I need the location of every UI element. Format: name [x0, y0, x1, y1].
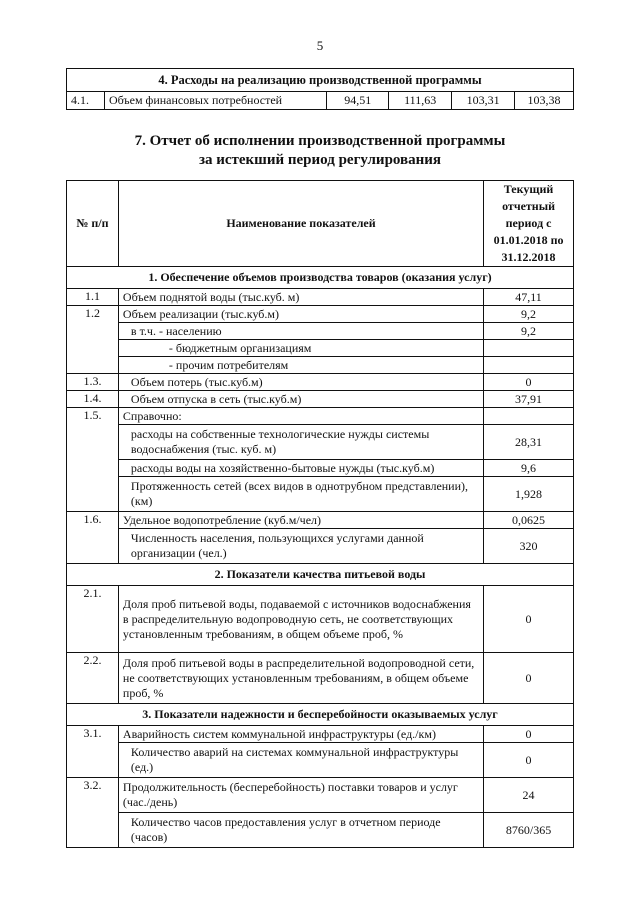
section-row — [67, 564, 574, 586]
production-report-table — [66, 180, 574, 848]
header-period: Текущий отчетный период с 01.01.2018 по 31.12.2018 — [484, 181, 574, 267]
table-row — [67, 408, 574, 425]
table-row — [67, 512, 574, 529]
financial-needs-table — [66, 68, 574, 110]
section-1-header: 1. Обеспечение объемов производства товаров (оказания услуг) — [67, 267, 574, 289]
section-4-header: 4. Расходы на реализацию производственной программы — [67, 69, 574, 92]
table-row — [67, 374, 574, 391]
value-cell: 103,31 — [452, 92, 515, 110]
row-name: Объем отпуска в сеть (тыс.куб.м) — [118, 391, 483, 408]
header-number: № п/п — [67, 181, 119, 267]
header-name: Наименование показателей — [118, 181, 483, 267]
table-row — [67, 586, 574, 653]
table-row — [67, 289, 574, 306]
row-number: 4.1. — [67, 92, 105, 110]
row-value: 37,91 — [484, 391, 574, 408]
row-value: 28,31 — [484, 425, 574, 460]
row-name: Численность населения, пользующихся услугами данной организации (чел.) — [118, 529, 483, 564]
row-value: 0,0625 — [484, 512, 574, 529]
row-number: 1.5. — [67, 408, 119, 512]
section-2-header: 2. Показатели качества питьевой воды — [67, 564, 574, 586]
row-number: 1.6. — [67, 512, 119, 564]
table-header-row — [67, 181, 574, 267]
row-name: расходы воды на хозяйственно-бытовые нужды (тыс.куб.м) — [118, 460, 483, 477]
row-value: 320 — [484, 529, 574, 564]
row-name: Количество аварий на системах коммунальной инфраструктуры (ед.) — [118, 743, 483, 778]
table-row — [67, 477, 574, 512]
row-value: 47,11 — [484, 289, 574, 306]
row-name: в т.ч. - населению — [118, 323, 483, 340]
table-row — [67, 653, 574, 704]
row-value: 1,928 — [484, 477, 574, 512]
row-name: Объем поднятой воды (тыс.куб. м) — [118, 289, 483, 306]
row-number: 1.2 — [67, 306, 119, 374]
row-value: 0 — [484, 743, 574, 778]
row-name: - бюджетным организациям — [118, 340, 483, 357]
row-value — [484, 357, 574, 374]
row-value — [484, 408, 574, 425]
table-row — [67, 425, 574, 460]
table-header-row — [67, 69, 574, 92]
table-row — [67, 726, 574, 743]
page-number: 5 — [316, 38, 324, 53]
table-row — [67, 813, 574, 848]
row-value: 8760/365 — [484, 813, 574, 848]
row-value — [484, 340, 574, 357]
row-name: Доля проб питьевой воды в распределительной водопроводной сети, не соответствующих установленным требованиям, в общем объеме проб, % — [118, 653, 483, 704]
row-value: 0 — [484, 726, 574, 743]
row-name: Количество часов предоставления услуг в отчетном периоде (часов) — [118, 813, 483, 848]
row-value: 9,2 — [484, 306, 574, 323]
value-cell: 103,38 — [515, 92, 574, 110]
row-name: Объем финансовых потребностей — [104, 92, 326, 110]
section-title — [0, 132, 640, 170]
row-value: 0 — [484, 586, 574, 653]
row-value: 9,6 — [484, 460, 574, 477]
table-row — [67, 323, 574, 340]
row-name: Объем реализации (тыс.куб.м) — [118, 306, 483, 323]
row-name: - прочим потребителям — [118, 357, 483, 374]
row-number: 3.1. — [67, 726, 119, 778]
row-number: 1.1 — [67, 289, 119, 306]
row-name: Протяженность сетей (всех видов в однотрубном представлении), (км) — [118, 477, 483, 512]
row-number: 3.2. — [67, 778, 119, 848]
table-row — [67, 460, 574, 477]
section-title-line-1: 7. Отчет об исполнении производственной программы — [134, 133, 506, 149]
section-title-line-2: за истекший период регулирования — [198, 152, 442, 168]
table-row — [67, 529, 574, 564]
table-row — [67, 743, 574, 778]
row-value: 24 — [484, 778, 574, 813]
table-row — [67, 778, 574, 813]
row-number: 2.1. — [67, 586, 119, 653]
table-row — [67, 340, 574, 357]
table-row — [67, 306, 574, 323]
table-row — [67, 357, 574, 374]
row-name: расходы на собственные технологические нужды системы водоснабжения (тыс. куб. м) — [118, 425, 483, 460]
row-number: 2.2. — [67, 653, 119, 704]
row-value: 0 — [484, 653, 574, 704]
row-value: 9,2 — [484, 323, 574, 340]
table-row — [67, 92, 574, 110]
value-cell: 111,63 — [389, 92, 452, 110]
section-row — [67, 704, 574, 726]
row-name: Доля проб питьевой воды, подаваемой с источников водоснабжения в распределительную водопроводную сеть, не соответствующих установленным требованиям, в общем объеме проб, % — [118, 586, 483, 653]
section-row — [67, 267, 574, 289]
section-3-header: 3. Показатели надежности и бесперебойности оказываемых услуг — [67, 704, 574, 726]
value-cell: 94,51 — [327, 92, 389, 110]
row-number: 1.4. — [67, 391, 119, 408]
row-name: Продолжительность (бесперебойность) поставки товаров и услуг (час./день) — [118, 778, 483, 813]
row-name: Справочно: — [118, 408, 483, 425]
row-name: Объем потерь (тыс.куб.м) — [118, 374, 483, 391]
row-name: Аварийность систем коммунальной инфраструктуры (ед./км) — [118, 726, 483, 743]
table-row — [67, 391, 574, 408]
row-name: Удельное водопотребление (куб.м/чел) — [118, 512, 483, 529]
row-number: 1.3. — [67, 374, 119, 391]
row-value: 0 — [484, 374, 574, 391]
